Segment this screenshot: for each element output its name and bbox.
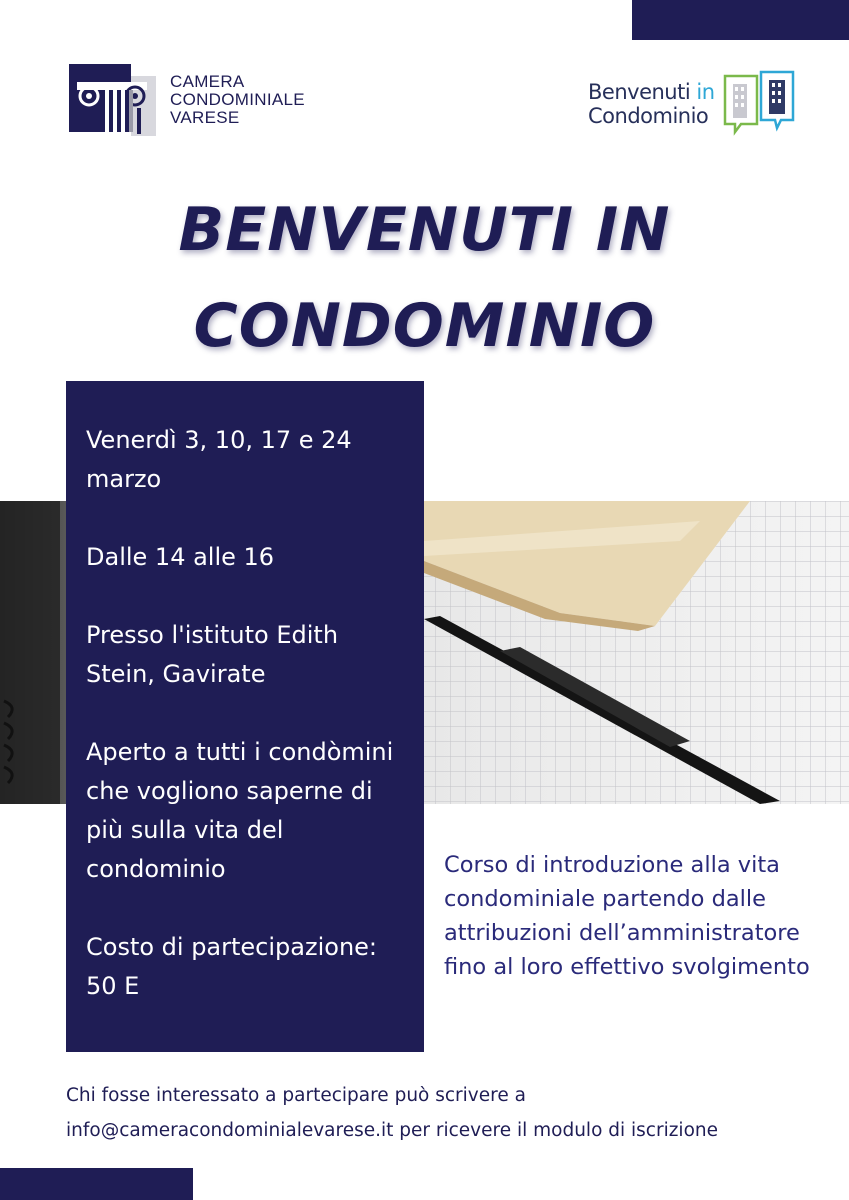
event-dates: Venerdì 3, 10, 17 e 24 marzo [86,426,352,493]
event-info-box [66,381,424,1052]
logo-left-line2: CONDOMINIALE [170,90,305,109]
buildings-icon [719,68,799,140]
title-line2: CONDOMINIO [193,291,656,361]
top-accent-bar [632,0,849,40]
bottom-accent-bar [0,1168,193,1200]
event-time: Dalle 14 alle 16 [86,543,275,571]
logo-left-line1: CAMERA [170,72,245,91]
benvenuti-in-condominio-logo [588,68,799,140]
logo-right-word1: Benvenuti [588,80,691,104]
page-title [0,182,849,374]
footer-contact [66,1078,846,1148]
ionic-column-icon [69,64,156,136]
event-location: Presso l'istituto Edith Stein, Gavirate [86,621,339,688]
title-line1: BENVENUTI IN [178,195,671,265]
camera-condominiale-logo [69,64,305,136]
event-cost: Costo di partecipazione: 50 E [86,933,377,1000]
footer-line1: Chi fosse interessato a partecipare può scrivere a [66,1085,526,1106]
logo-left-line3: VARESE [170,108,240,127]
logo-right-word2: in [696,80,715,104]
logo-right-word3: Condominio [588,104,709,128]
footer-line2: info@cameracondominialevarese.it per ricevere il modulo di iscrizione [66,1120,718,1141]
course-description: Corso di introduzione alla vita condominiale partendo dalle attribuzioni dell’amministratore fino al loro effettivo svolgimento [444,852,810,980]
event-audience: Aperto a tutti i condòmini che vogliono saperne di più sulla vita del condominio [86,738,394,883]
